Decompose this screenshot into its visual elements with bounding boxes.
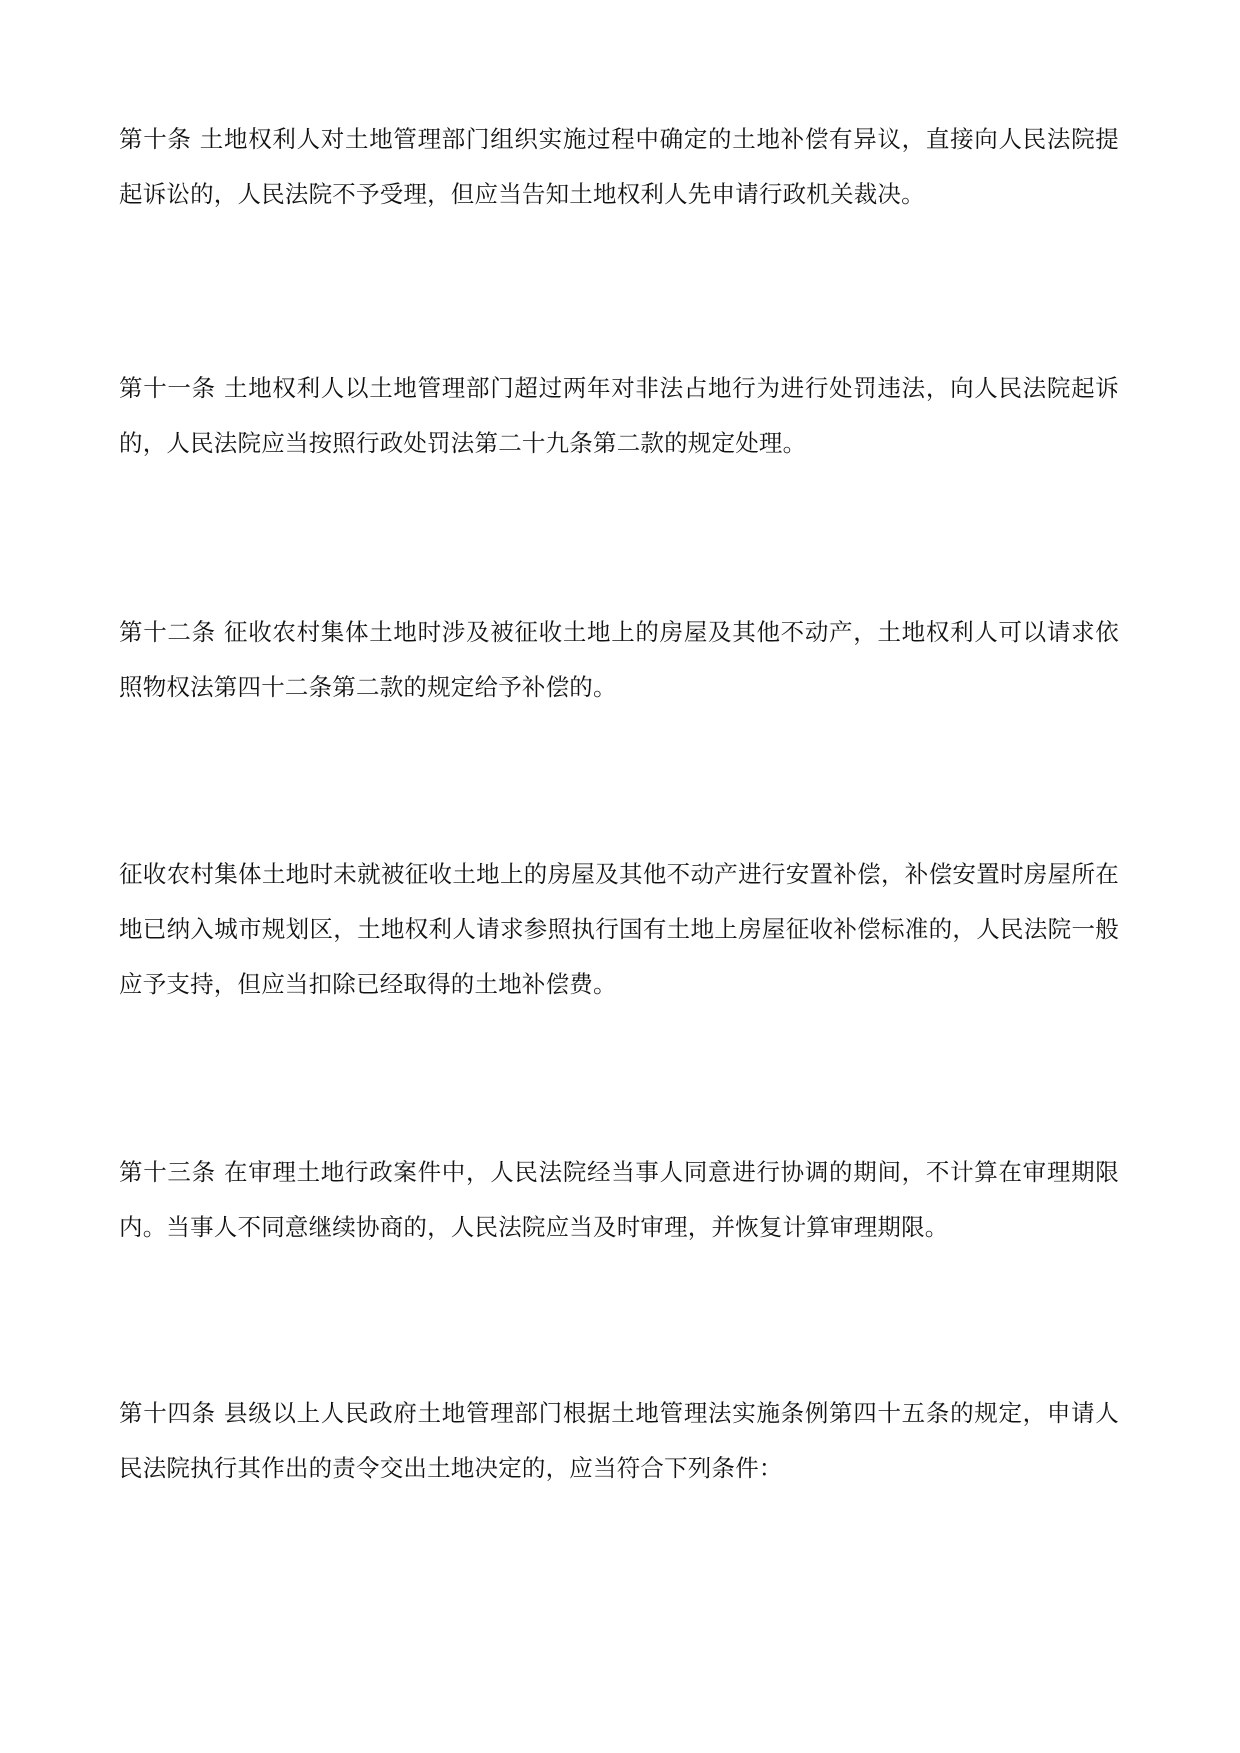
article-14-paragraph: 第十四条 县级以上人民政府土地管理部门根据土地管理法实施条例第四十五条的规定，申请人民法院执行其作出的责令交出土地决定的，应当符合下列条件： <box>119 1399 1119 1482</box>
article-13-paragraph: 第十三条 在审理土地行政案件中，人民法院经当事人同意进行协调的期间，不计算在审理期限内。当事人不同意继续协商的，人民法院应当及时审理，并恢复计算审理期限。 <box>119 1158 1119 1241</box>
article-10-paragraph: 第十条 土地权利人对土地管理部门组织实施过程中确定的土地补偿有异议，直接向人民法院提起诉讼的，人民法院不予受理，但应当告知土地权利人先申请行政机关裁决。 <box>119 125 1119 208</box>
article-12-second-paragraph: 征收农村集体土地时未就被征收土地上的房屋及其他不动产进行安置补偿，补偿安置时房屋所在地已纳入城市规划区，土地权利人请求参照执行国有土地上房屋征收补偿标准的，人民法院一般应予支持，但应当扣除已经取得的土地补偿费。 <box>119 860 1119 998</box>
article-11-paragraph: 第十一条 土地权利人以土地管理部门超过两年对非法占地行为进行处罚违法，向人民法院起诉的，人民法院应当按照行政处罚法第二十九条第二款的规定处理。 <box>119 374 1119 457</box>
article-12-paragraph: 第十二条 征收农村集体土地时涉及被征收土地上的房屋及其他不动产，土地权利人可以请求依照物权法第四十二条第二款的规定给予补偿的。 <box>119 618 1119 701</box>
